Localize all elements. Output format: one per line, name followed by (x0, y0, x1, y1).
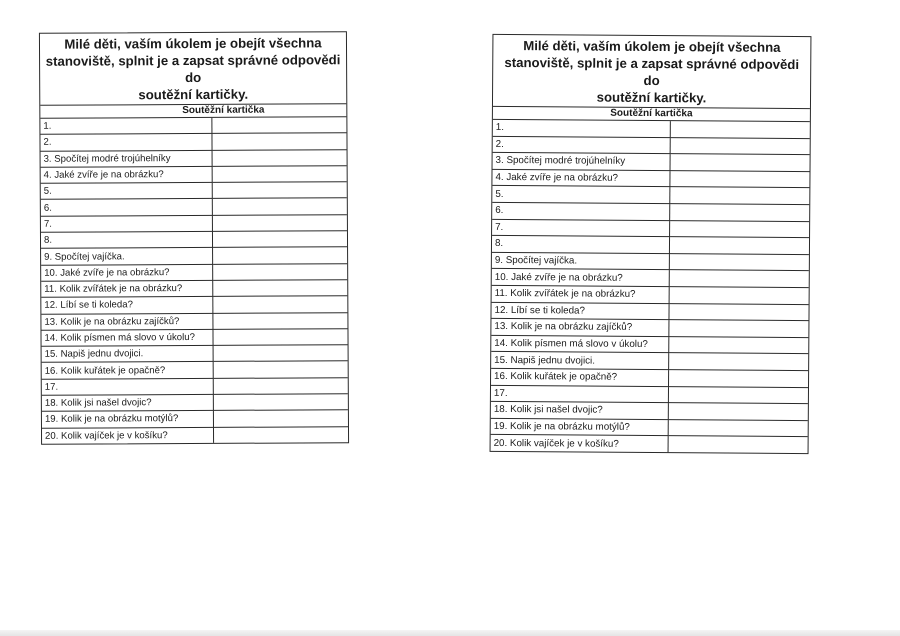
question-row (40, 133, 346, 151)
question-row (42, 394, 348, 412)
question-text: 10. Jaké zvíře je na obrázku? (492, 269, 670, 287)
question-row (41, 198, 347, 216)
answer-cell[interactable] (670, 154, 809, 172)
card-subtitle: Soutěžní kartička (40, 104, 346, 119)
question-text: 5. (492, 186, 670, 204)
answer-cell[interactable] (670, 137, 809, 155)
question-text: 1. (40, 118, 212, 135)
answer-cell[interactable] (670, 187, 809, 205)
answer-cell[interactable] (669, 303, 808, 321)
answer-cell[interactable] (213, 361, 347, 378)
question-row (42, 345, 348, 363)
answer-cell[interactable] (670, 237, 809, 255)
question-row (491, 418, 808, 437)
question-row (42, 426, 348, 443)
question-text: 4. Jaké zvíře je na obrázku? (492, 169, 670, 187)
answer-cell[interactable] (671, 121, 810, 138)
scan-bottom-edge (0, 630, 900, 636)
question-text: 12. Líbí se ti koleda? (41, 297, 213, 314)
question-text: 15. Napiš jednu dvojici. (491, 352, 669, 370)
answer-cell[interactable] (669, 370, 808, 388)
answer-cell[interactable] (214, 394, 348, 411)
question-text: 13. Kolik je na obrázku zajíčků? (41, 313, 213, 330)
question-row (41, 312, 347, 330)
question-row (491, 352, 808, 371)
answer-cell[interactable] (670, 253, 809, 271)
question-text: 18. Kolik jsi našel dvojic? (491, 401, 669, 419)
question-row (491, 335, 808, 354)
question-text: 6. (41, 199, 213, 216)
question-text: 5. (41, 183, 213, 200)
question-text: 16. Kolik kuřátek je opačně? (42, 362, 214, 379)
answer-cell[interactable] (214, 410, 348, 427)
answer-cell[interactable] (668, 436, 807, 453)
answer-cell[interactable] (214, 377, 348, 394)
answer-cell[interactable] (213, 296, 347, 313)
answer-cell[interactable] (212, 133, 346, 150)
question-text: 9. Spočítej vajíčka. (41, 248, 213, 265)
question-table (40, 117, 348, 444)
question-text: 8. (492, 236, 670, 254)
question-row (41, 296, 347, 314)
answer-cell[interactable] (214, 426, 348, 442)
question-row (40, 117, 346, 134)
question-row (492, 252, 809, 271)
question-text: 20. Kolik vajíček je v košíku? (42, 427, 214, 444)
question-text: 17. (491, 385, 669, 403)
question-row (41, 247, 347, 265)
question-text: 4. Jaké zvíře je na obrázku? (41, 166, 213, 183)
question-row (41, 182, 347, 200)
question-row (42, 410, 348, 428)
question-text: 14. Kolik písmen má slovo v úkolu? (41, 329, 213, 346)
question-text: 2. (40, 134, 212, 151)
question-row (41, 214, 347, 232)
question-text: 11. Kolik zvířátek je na obrázku? (41, 280, 213, 297)
question-row (492, 269, 809, 288)
question-text: 2. (493, 136, 671, 154)
question-row (492, 169, 809, 188)
question-row (41, 329, 347, 347)
question-row (491, 319, 808, 338)
question-row (41, 231, 347, 249)
question-text: 16. Kolik kuřátek je opačně? (491, 368, 669, 386)
answer-cell[interactable] (212, 149, 346, 166)
question-text: 12. Líbí se ti koleda? (491, 302, 669, 320)
question-text: 6. (492, 202, 670, 220)
quiz-card-right (490, 34, 812, 454)
answer-cell[interactable] (213, 312, 347, 329)
answer-cell[interactable] (669, 386, 808, 404)
answer-cell[interactable] (670, 170, 809, 188)
quiz-card-left (39, 31, 349, 445)
question-text: 7. (41, 215, 213, 232)
answer-cell[interactable] (669, 353, 808, 371)
question-text: 1. (493, 120, 671, 137)
answer-cell[interactable] (213, 280, 347, 297)
answer-cell[interactable] (213, 214, 347, 231)
question-row (41, 149, 347, 167)
card-title-line-1: Milé děti, vaším úkolem je obejít všechna (523, 38, 781, 55)
question-text: 10. Jaké zvíře je na obrázku? (41, 264, 213, 281)
answer-cell[interactable] (670, 270, 809, 288)
card-title-line-2: stanoviště, splnit je a zapsat správné odpovědi do (45, 52, 341, 86)
question-row (492, 285, 809, 304)
question-table (491, 120, 810, 453)
question-row (491, 435, 808, 453)
question-row (491, 302, 808, 321)
answer-cell[interactable] (213, 345, 347, 362)
question-text: 8. (41, 231, 213, 248)
question-text: 17. (42, 378, 214, 395)
answer-cell[interactable] (669, 320, 808, 338)
question-text: 20. Kolik vajíček je v košíku? (491, 435, 669, 452)
card-title-line-3: soutěžní kartičky. (138, 86, 249, 103)
question-row (42, 377, 348, 395)
answer-cell[interactable] (669, 287, 808, 305)
question-text: 19. Kolik je na obrázku motýlů? (42, 411, 214, 428)
answer-cell[interactable] (213, 182, 347, 199)
question-text: 19. Kolik je na obrázku motýlů? (491, 418, 669, 436)
answer-cell[interactable] (670, 204, 809, 222)
card-title (493, 35, 810, 109)
question-row (41, 166, 347, 184)
question-row (41, 263, 347, 281)
question-row (491, 368, 808, 387)
question-text: 11. Kolik zvířátek je na obrázku? (492, 285, 670, 303)
card-title (40, 32, 346, 106)
question-text: 3. Spočítej modré trojúhelníky (41, 150, 213, 167)
answer-cell[interactable] (213, 231, 347, 248)
question-text: 9. Spočítej vajíčka. (492, 252, 670, 270)
question-text: 15. Napiš jednu dvojici. (42, 346, 214, 363)
question-text: 7. (492, 219, 670, 237)
card-title-line-3: soutěžní kartičky. (596, 89, 707, 106)
answer-cell[interactable] (213, 247, 347, 264)
question-row (491, 401, 808, 420)
card-title-line-1: Milé děti, vaším úkolem je obejít všechna (64, 35, 322, 52)
question-text: 14. Kolik písmen má slovo v úkolu? (491, 335, 669, 353)
answer-cell[interactable] (669, 419, 808, 437)
answer-cell[interactable] (669, 336, 808, 354)
answer-cell[interactable] (212, 166, 346, 183)
card-subtitle: Soutěžní kartička (493, 107, 810, 122)
question-text: 18. Kolik jsi našel dvojic? (42, 394, 214, 411)
answer-cell[interactable] (212, 117, 346, 133)
question-row (493, 153, 810, 172)
answer-cell[interactable] (213, 329, 347, 346)
answer-cell[interactable] (213, 198, 347, 215)
question-row (42, 361, 348, 379)
answer-cell[interactable] (213, 263, 347, 280)
answer-cell[interactable] (669, 403, 808, 421)
card-title-line-2: stanoviště, splnit je a zapsat správné odpovědi do (504, 54, 800, 89)
question-text: 13. Kolik je na obrázku zajíčků? (491, 319, 669, 337)
question-row (41, 280, 347, 298)
answer-cell[interactable] (670, 220, 809, 238)
question-text: 3. Spočítej modré trojúhelníky (493, 153, 671, 171)
